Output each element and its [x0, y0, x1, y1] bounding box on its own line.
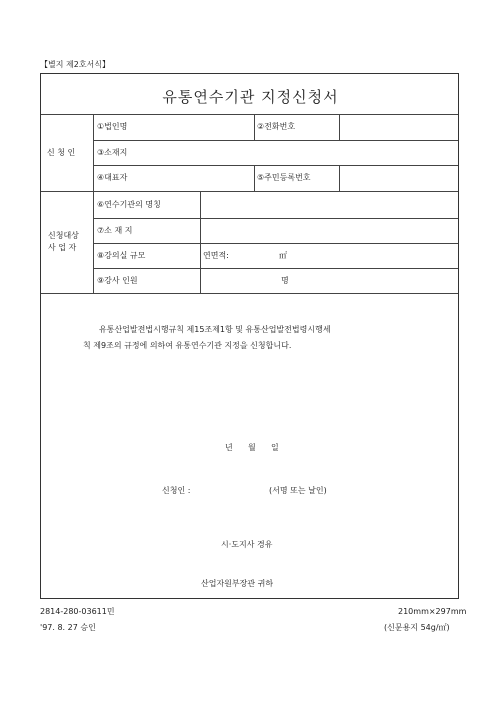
- business-section-label-1: 신청대상: [48, 231, 79, 240]
- cell-line: [200, 191, 201, 293]
- row-line: [93, 140, 458, 141]
- date-day: 일: [271, 443, 279, 452]
- row-line: [93, 243, 458, 244]
- institution-name-label: ⑥연수기관의 명칭: [97, 200, 161, 209]
- statement-line-2: 칙 제9조의 규정에 의하여 유통연수기관 지정을 신청합니다.: [83, 341, 292, 350]
- row-line: [93, 268, 458, 269]
- phone-label: ②전화번호: [257, 122, 296, 131]
- via-governor: 시·도지사 경유: [221, 540, 273, 549]
- floor-area-label: 연면적:: [203, 251, 229, 260]
- section-divider: [41, 293, 458, 294]
- row-line: [93, 165, 458, 166]
- applicant-section-label: 신 청 인: [47, 148, 76, 157]
- location-label: ⑦소 재 지: [97, 226, 133, 235]
- form-number-label: 【별지 제2호서식】: [40, 60, 111, 69]
- paper-size: 210mm×297mm: [398, 607, 467, 616]
- cell-line: [254, 165, 255, 191]
- representative-label: ④대표자: [97, 173, 128, 182]
- business-section-label-2: 사 업 자: [48, 243, 77, 252]
- approval-date: '97. 8. 27 승인: [40, 623, 96, 632]
- area-unit: ㎡: [279, 251, 287, 260]
- cell-line: [254, 114, 255, 140]
- form-code: 2814-280-03611민: [40, 607, 115, 616]
- classroom-size-label: ⑧강의실 규모: [97, 251, 146, 260]
- section-divider: [41, 191, 458, 192]
- addressee: 산업자원부장관 귀하: [201, 579, 274, 588]
- title-divider: [41, 114, 458, 115]
- cell-line: [339, 165, 340, 191]
- form-title: 유통연수기관 지정신청서: [162, 88, 339, 106]
- address-label: ③소재지: [97, 148, 128, 157]
- cell-line: [339, 114, 340, 140]
- corp-name-label: ①법인명: [97, 122, 128, 131]
- label-column-line: [93, 114, 94, 293]
- date-year: 년: [225, 443, 233, 452]
- row-line: [93, 218, 458, 219]
- statement-line-1: 유통산업발전법시행규칙 제15조제1항 및 유통산업발전법령시행세: [99, 325, 331, 334]
- instructors-unit: 명: [281, 276, 289, 285]
- date-month: 월: [248, 443, 256, 452]
- application-form: [40, 73, 459, 599]
- signature-note: (서명 또는 날인): [269, 486, 327, 495]
- applicant-signature-label: 신청인 :: [162, 486, 191, 495]
- paper-type: (신문용지 54g/㎡): [384, 623, 450, 632]
- instructors-label: ⑨강사 인원: [97, 276, 138, 285]
- resident-number-label: ⑤주민등록번호: [257, 173, 311, 182]
